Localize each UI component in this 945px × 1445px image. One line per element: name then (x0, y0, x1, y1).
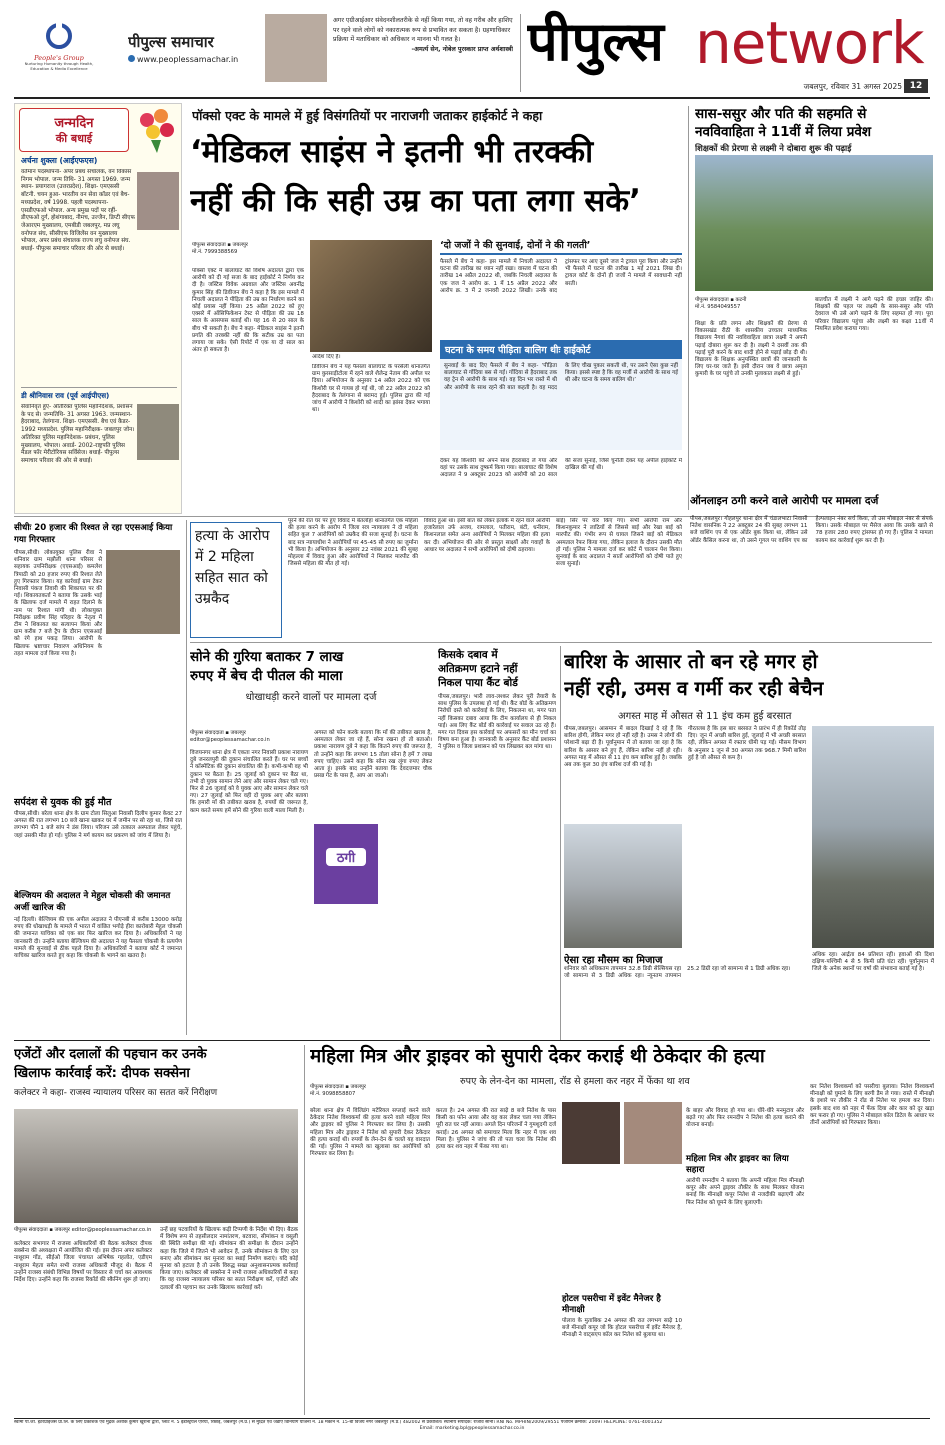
online-fraud-headline: ऑनलाइन ठगी करने वाले आरोपी पर मामला दर्ज (690, 495, 879, 507)
paper-name: पीपुल्स समाचार (128, 33, 214, 51)
victim-box-body: सुनवाई के बाद दिए फैसले में बेंच ने कहा- ‘पीड़िता बालाघाट से गोंदिया बस से गई। गोंदिया से हैदराबाद तक वह ट्रेन से आरोपी के साथ गई। वह दिन भर रास्ते में थी और आरोपी के साथ रहने की बात कहती है। वह मदद के लिए चीख पुकार सकती थी, पर उसने ऐसा कुछ नहीं किया। इससे स्पष्ट है कि वह मर्जी से आरोपी के साथ गई थी और घटना के समय बालिग थी।’ (444, 363, 678, 391)
lead-kicker: पॉक्सो एक्ट के मामले में हुई विसंगतियों पर नाराजगी जताकर हाईकोर्ट ने कहा (192, 108, 543, 123)
gold-byline: पीपुल्स संवाददाता ▪ जबलपुर editor@peoplessamachar.co.in (190, 730, 302, 744)
contractor-byline: पीपुल्स संवाददाता ▪ जबलपुर मो.नं. 9098858807 (310, 1084, 430, 1098)
lokayukta-headline: सीधीः 20 हजार की रिश्वत ले रहा एएसआई किया गया गिरफ्तार (14, 523, 173, 545)
birthday-title-bottom: की बधाई (55, 132, 93, 145)
birthday-banner (19, 108, 129, 152)
contractor-body-2: करता है। 24 अगस्त की रात साढ़े 8 बजे नितेश के पास किसी का फोन आया और वह कार लेकर चला गया लेकिन पूरी रात घर नहीं आया। अगले दिन परिजनों ने गुमशुदगी दर्ज कराई। 26 अगस्त को समाचार मिला कि नहर में एक शव मिला है। पुलिस ने जांच की तो पता चला कि नितेश की हत्या कर शव नहर में फेंका गया था। (436, 1108, 556, 1151)
amartya-sen-portrait (265, 14, 327, 82)
srinivas-rao-photo (137, 404, 179, 460)
cantt-headline-1: किसके दबाव में (438, 649, 498, 661)
contractor-headline: महिला मित्र और ड्राइवर को सुपारी देकर कराई थी ठेकेदार की हत्या (310, 1046, 765, 1067)
deepak-subhead: कलेक्टर ने कहा- राजस्व न्यायालय परिसर का सतत करें निरीक्षण (14, 1088, 218, 1098)
lokayukta-story (14, 522, 182, 792)
choksi-body: नई दिल्ली। बेल्जियम की एक अपील अदालत ने पीएनबी से करीब 13000 करोड़ रुपए की धोखाधड़ी के मामले में भारत में वांछित भगोड़े हीरा कारोबारी मेहुल चोकसी की जमानत याचिका को एक बार फिर खारिज कर दिया है। अधिकारियों ने यह जानकारी दी। उन्होंने बताया बेल्जियम की अदालत ने यह फैसला चोकसी के प्रत्यर्पण मामले की सुनवाई से ठीक पहले दिया है। अधिकारियों ने बताया कोर्ट ने जमानत याचिका खारिज करते हुए कहा कि चोकसी के भागने का खतरा है। (14, 917, 182, 960)
contractor-story (310, 1042, 934, 1416)
byline-city: जबलपुर (350, 1084, 366, 1090)
person1-details: वर्तमान पदस्थापना- अपर प्रबंध संचालक, वन विकास निगम भोपाल. जन्म तिथि- 31 अगस्त 1969. जन्म स्थान- प्रयागराज (उत्तरप्रदेश). शिक्षा- एमएससी बॉटनी. चयन हुआ- भारतीय वन सेवा कॉडर एवं बैच- मध्यप्रदेश, वर्ष 1998. पहली पदस्थापना- एसडीएफओ भोपाल. अन्य प्रमुख पदों पर रहीं- डीएफओ दुर्ग, होशंगाबाद, नीमच, उज्जैन, डिप्टी सीएफ जेआरएम मुख्यालय, एमबीडी जबलपुर, मप्र लघु वनोपज संघ, सीसीएफ विजिलेंस वन मुख्यालय भोपाल, अपर प्रबंध संचालक राज्य लघु वनोपज संघ. बधाई- पीपुल्स समाचार परिवार की ओर से बधाई। (21, 169, 135, 253)
edu-subhead: शिक्षकों की प्रेरणा से लक्ष्मी ने दोबारा शुरू की पढ़ाई (695, 143, 852, 153)
weather-headline-2: नहीं रही, उमस व गर्मी कर रही बेचैन (564, 677, 824, 700)
gold-headline-1: सोने की गुरिया बताकर 7 लाख (190, 649, 344, 665)
weather-subhead: अगस्त माह में औसत से 11 इंच कम हुई बरसात (618, 711, 792, 722)
cantt-headline-3: निकल पाया कैंट बोर्ड (438, 677, 518, 689)
contractor-subhead: रुपए के लेन-देन का मामला, रॉड से हमला कर नहर में फेंका था शव (460, 1076, 690, 1087)
quote-text: अगर एग्रीआईआर संवेदनशीलतरीके से नहीं किया गया, तो वह गरीब और हाशिए पर रहने वाले लोगों को नकारात्मक रूप से प्रभावित कर सकता है। ग्रहणाधिकार प्रक्रिया में मताधिकार को अधिकार न मानना भी गलत है। (333, 17, 513, 44)
quote-author: -अमर्त्य सेन, नोबेल पुरस्कार प्राप्त अर्थशास्त्री (411, 45, 513, 53)
gold-body-3 (382, 824, 432, 904)
gold-fraud-story (190, 648, 432, 1040)
snake-headline: सर्पदंश से युवक की हुई मौत (14, 797, 112, 808)
byline-mobile: मो.नं. 9584049557 (695, 304, 741, 310)
byline-name: पीपुल्स संवाददाता (695, 297, 729, 303)
byline-mobile: मो.नं. 9098858807 (310, 1091, 356, 1097)
collector-meeting-photo (14, 1109, 298, 1223)
lead-headline (190, 128, 685, 236)
lady-justice-photo (310, 240, 432, 352)
gold-body: विजयनगर थाना क्षेत्र में एकता नगर निवासी प्रकाश नारायण दुबे जनरलपुरी की दुकान संचालित करते हैं। घर पर बच्चों ने कॉस्मेटिक की दुकान संचालित की है। कभी-कभी वह भी दुकान पर बैठता है। 25 जुलाई को दुकान पर बैठा था, तभी दो युवक सामान लेने आए और सामान लेकर चले गए। फिर से 26 जुलाई को वे युवक आए और सामान लेकर चले गए। 27 जुलाई को फिर वही दो युवक आए और बताया कि हमारी माँ की तबीयत खराब है, रुपयों की जरूरत है, काम करते समय हमें सोने की गुरिया वाली माला मिली है। (190, 750, 308, 814)
byline-city: जबलपुर (54, 1227, 70, 1233)
flower-bouquet-icon (133, 106, 179, 154)
person2-details: सेवानिवृत हुए- अतिरिक्त पुलिस महानिदेशक, प्रशासन के पद से। जन्मतिथि- 31 अगस्त 1963. जन्मस्थान- हैदराबाद, तेलंगाना. शिक्षा- एमएससी. बैच एवं कैडर- 1992 मध्यप्रदेश. पुलिस महानिरीक्षक- जबलपुर जोन। अतिरिक्त पुलिस महानिदेशक- प्रबंधन, पुलिस मुख्यालय, भोपाल। अवार्ड- 2002-राष्ट्रपति पुलिस मैडल फॉर मेरीटोरियस सर्विसेज। बधाई- पीपुल्स समाचार परिवार की ओर से बधाई। (21, 404, 135, 464)
thagi-label: ठगी (326, 848, 366, 866)
two-judges-body: फैसले में बेंच ने कहा- इस मामले में निचली अदालत ने घटना की तारीख का ध्यान नहीं रखा। वास्तव में घटना की तारीख 14 अप्रैल 2022 थी, जबकि निचली अदालत के एक जज ने आरोप क्र. 1 में 15 अप्रैल 2022 और आरोप क्र. 3 में 2 जनवरी 2022 लिखी। उनके बाद ट्रांसफर पर आए दूसरे जज ने ट्रायल पूरा किया और उन्होंने भी फैसले में घटना की तारीख 1 मई 2021 लिख दी। ट्रायल कोर्ट के दोनों ही जजों ने मामले में सावधानी नहीं बरती। (440, 259, 682, 294)
life-imprisonment-text: हत्या के आरोप में 2 महिला सहित सात को उम्रकैद (195, 528, 270, 607)
byline-mobile: मो.नं. 7999388569 (192, 249, 238, 255)
contractor-subbody-1: आरोपी रमनदीप ने बताया कि अपनी महिला मित्र मीनाक्षी कपूर और अपने ड्राइवर तौकीर के साथ मिलकर योजना बनाई कि मीनाक्षी कपूर नितेश से नजदीकी बढ़ाएगी और फिर नितेश को घूमने के लिए बुलाएगी। (686, 1178, 804, 1206)
deepak-headline-2: खिलाफ कार्रवाई करें: दीपक सक्सेना (14, 1066, 190, 1081)
byline-city: कटनी (735, 297, 747, 303)
birthday-box (14, 103, 182, 514)
choksi-headline: बेल्जियम की अदालत ने मेहुल चोकसी की जमानत अर्जी खारिज की (14, 891, 171, 913)
cantt-body: पीपस,जबलपुर। भारी लाव-लश्कर लेकर पूरी तैयारी के साथ पुलिस के उपलब्ध हो गई थी। कैंट बोर्ड के अतिक्रमण निरोधी दस्ते को कार्रवाई के लिए, निकलना था, मगर पता नहीं किसका दबाव आया कि टीम कार्यालय से ही निकल पाई। अब लिए कैंट बोर्ड की कार्रवाई पर सवाल उठ रहे हैं। मगर गत दिवस हस कार्रवाई पर अफसरों का मौन चर्चा का विषय बना हुआ है। जानकारी के अनुसार कैंट बोर्ड प्रशासन ने पुलिस व जिला प्रशासन को पत्र लिखकर बल मांगा था। (438, 694, 556, 751)
byline-name: पीपुल्स संवाददाता (192, 242, 226, 248)
lead-byline: पीपुल्स संवाददाता ▪ जबलपुर मो.नं. 7999388569 (192, 242, 332, 256)
person1-name: अर्चना शुक्ला (आईएफएस) (21, 156, 98, 165)
contractor-subbody-2: पोलाव के मुताबिक 24 अगस्त की रात लगभग साढ़े 10 बजे मीनाक्षी कपूर जो कि होटल पसरीचा में इवेंट मैनेजर है, मीनाक्षी ने वाट्सएप कॉल कर नितेश को बुलाया था। (562, 1318, 682, 1339)
edu-headline-2: नवविवाहिता ने 11वीं में लिया प्रवेश (695, 124, 872, 140)
gold-body-4 (314, 908, 432, 1038)
weather-headline-1: बारिश के आसार तो बन रहे मगर हो (564, 650, 818, 673)
choksi-story (14, 890, 182, 1035)
lead-continuation: देकर यह किशोरी को अपने साथ हैदराबाद ले गया और वहां पर उसके साथ दुष्कर्म किया गया। बालाघाट की विशेष अदालत ने 9 अक्टूबर 2023 को आरोपी को 20 साल की सजा सुनाई, जिसे चुनौती देकर यह अपील हाईकोर्ट में दाखिल की गई थी। (440, 458, 682, 479)
group-name: People's Group (34, 54, 84, 62)
lead-body-2: डिवीजन बेंच ने यह फैसला बालाघाट के परसेली थानांतर्गत ग्राम कुरसाड़ीटोला में रहने वाले शैलेन्द्र नेताम की अपील पर दिया। अभियोजन के अनुसार 14 अप्रैल 2022 को एक किशोरी घर से गायब हो गई थी, जो 22 अप्रैल 2022 को हैदराबाद के तेलंगाना से बरामद हुई। पुलिस द्वारा की गई जांच में आरोपी ने किशोरी को शादी का झांसा देकर भगाया था। (312, 364, 430, 414)
online-fraud-story (690, 494, 933, 640)
imprint-footer (14, 1420, 930, 1438)
deepak-story (14, 1045, 298, 1415)
asi-photo (106, 550, 180, 634)
edu-byline: पीपुल्स संवाददाता ▪ कटनी मो.नं. 9584049557 (695, 297, 795, 311)
group-logo-icon (44, 22, 74, 50)
masthead (0, 0, 945, 100)
weather-story (564, 648, 934, 1040)
overcast-city-photo (812, 726, 934, 948)
lead-photo-caption: आदेश दिए हैं। (312, 354, 341, 360)
person2-name: डी श्रीनिवास राव (पूर्व आईपीएस) (21, 391, 110, 400)
archana-shukla-photo (137, 172, 179, 230)
life-imprisonment-box (190, 522, 282, 638)
lokayukta-body: पीपस,सीधी। लोकायुक्त पुलिस रीवा ने शनिवार ग्राम मझौली थाना परिसर से सहायक उपनिरीक्षक (एएसआई) कमलेश त्रिपाठी को 20 हजार रुपए की रिश्वत लेते हुए गिरफ्तार किया। यह कार्रवाई ग्राम टेकर निवासी पंकज तिवारी की शिकायत पर की गई। शिकायतकर्ता ने बताया कि उसके भाई के खिलाफ दर्ज मामले में राहत दिलाने के नाम पर रिश्वत मांगी थी। लोकायुक्त निरीक्षक प्रवीण सिंह परिहार के नेतृत्व में टीम ने शिकायत का सत्यापन किया और ग्राम करीब 7 बजे ट्रैप के दौरान एएसआई को रंगे हाथ पकड़ लिया। आरोपी के खिलाफ भ्रष्टाचार निवारण अधिनियम के तहत मामला दर्ज किया गया है। (14, 550, 102, 657)
deepak-body: कलेक्टर सभागार में राजस्व अधिकारियों की बैठक कलेक्टर दीपक सक्सेना की अध्यक्षता में आयोजित की गई। इस दौरान अपर कलेक्टर नाथूराम गोंड, सीईओ जिला पंचायत अभिषेक गहलोत, एडीएम नाथूराम मेहता समेत सभी राजस्व अधिकारी मौजूद थे। बैठक में उन्होंने राजस्व संबंधी विभिन्न विषयों पर विस्तार से चर्चा कर आवश्यक निर्देश दिए। उन्होंने कहा कि राजस्व रिकॉर्ड की स्कैनिंग शुरू हो जाए। (14, 1241, 152, 1284)
gold-subhead: धोखाधड़ी करने वालों पर मामला दर्ज (245, 692, 377, 703)
group-tagline: Nurturing Humanity through Health, Education & Media Excellence (24, 61, 94, 71)
snake-body: पीपस,सीधी। बरेला थाना क्षेत्र के ग्राम टोला सिलुआ निवासी दिलीप कुमार केवट 27 अगस्त की रात लगभग 10 बजे खाना खाकर घर में जमीन पर सो रहा था, जिसे रात लगभग पौने 1 बजे सांप ने डंस लिया। परिजन उसे तत्काल अस्पताल लेकर पहुंचे, जहां उसकी मौत हो गई। पुलिस ने मर्ग कायम कर प्रकरण को जांच में लिया है। (14, 811, 182, 839)
dateline: जबलपुर, रविवार 31 अगस्त 2025 (803, 82, 902, 91)
deepak-body-2: उन्हें छह पटवारियों के खिलाफ कड़ी टिप्पणी के निर्देश भी दिए। बैठक में विशेष रूप से तहसीलदार नामांतरण, बटवारा, सीमांकन व वसूली की स्थिति समीक्षा की गई। सीमांकन की समीक्षा के दौरान उन्होंने कहा कि जिले में जितने भी आवेदन हैं, उनके सीमांकन के लिए दल बनाए और सीमांकन कर मुनारा का स्थाई निर्माण कराएं। यदि कोई मुनारा को हटाता है तो उनके विरुद्ध सख्त अनुशासनात्मक कार्रवाई किया जाए। कलेक्टर श्री सक्सेना ने सभी राजस्व अधिकारियों से कहा कि वह राजस्व न्यायालय परिसर का सतत निरीक्षण करें, एजेंटों और दलालों की पहचान कर उनके खिलाफ कार्रवाई करें। (160, 1227, 298, 1291)
online-fraud-body: पीपस,जबलपुर। गोहलपुर थाना क्षेत्र में चंडालभाटा निवासी नितेश वासनिक ने 22 अक्टूबर 24 की सुबह लगभग 11 बजे वाशिंग एप से एक ऑर्डर बुक किया था, लेकिन उसे ऑर्डर कैंसिल करना था, तो उसने गूगल पर वाशिंग एप का हेल्पलाइन नंबर सर्च किया, तो उस मोबाइल नंबर से संपर्क किया। उसके मोबाइल पर मैसेज आया कि उसके खाते से 78 हजार 280 रुपए ट्रांसफर हो गए हैं। पुलिस ने मामला कायम कर कार्रवाई शुरू कर दी है। (690, 516, 933, 544)
byline-name: पीपुल्स संवाददाता (190, 730, 224, 736)
education-group-photo (695, 155, 933, 291)
accused-man-photo (562, 1102, 620, 1164)
snake-story (14, 795, 182, 887)
deepak-byline: पीपुल्स संवाददाता ▪ जबलपुर editor@peoplessamachar.co.in (14, 1227, 152, 1233)
education-story (695, 105, 933, 510)
contractor-subtitle-1: महिला मित्र और ड्राइवर का लिया सहारा (686, 1154, 789, 1175)
thagi-illustration (314, 824, 378, 904)
weather-body-3: अधिक रहा। आर्द्रता 84 प्रतिशत रही। हवाओं की दिशा दक्षिण-पश्चिमी 4 से 5 किमी प्रति घंटा रही। पूर्वानुमान में जिले के अनेक स्थानों पर वर्षा की संभावना बताई गई है। (812, 952, 934, 973)
gold-body-2: अगस्त को फोन करके बताया कि माँ की तबीयत खराब है, अस्पताल लेकर जा रहे हैं, सोना रखना हो तो बताओ। प्रकाश नारायण दुबे ने कहा कि कितने रुपए की जरूरत है, तो उन्होंने कहा कि लगभग 15 तोला सोना है हमें 7 लाख रुपए चाहिए। उसने कहा कि सोना रख लूंगा रुपए लेकर आता हूं। इसके बाद उन्होंने बताया कि देवदत्तमार चौक प्रसन्न गेट के पास हैं, आप आ जाओ। (314, 730, 432, 780)
lead-body: पॉक्सो एक्ट में बालाघाट की विशेष अदालत द्वारा एक आरोपी को दी गई सजा के बाद हाईकोर्ट ने निर्णय कर दी है। जस्टिस विवेक अग्रवाल और जस्टिस अवनींद्र कुमार सिंह की डिवीजन बेंच ने कहा है कि इस मामले में निचली अदालत ने पीड़िता की उम्र का निर्धारण करने का कोई प्रयास नहीं किया। 25 अप्रैल 2022 को हुए एक्सरे में ऑसिफिकेशन टेस्ट से पीड़िता की उम्र 18 साल के आसपास बताई थी। यह 16 से 20 साल के बीच भी सकती है। बेंच ने कहा- मेडिकल साइंस ने इतनी प्रगति की तरक्की नहीं की कि सटीक उम्र का पता लगाया जा सके। ऐसी रिपोर्ट में एक या दो साल का अंतर हो सकता है। (192, 268, 304, 354)
weather-caption: शनिवार को अधिकतम तापमान 32.8 डिग्री सेल्सियस रहा जो सामान्य से 3 डिग्री अधिक रहा। न्यूनतम तापमान 25.2 डिग्री रहा जो सामान्य से 1 डिग्री अधिक रहा। (564, 966, 791, 980)
byline-email[interactable]: editor@peoplessamachar.co.in (71, 1227, 152, 1233)
imprint-email[interactable]: Email: marketing.bpl@peoplessamachar.co.in (419, 1426, 525, 1431)
page-number: 12 (904, 79, 928, 93)
brand-hindi: पीपुल्स (527, 10, 664, 73)
edu-body-2: बातचीत में लक्ष्मी ने आगे पढ़ने की इच्छा जाहिर की। शिक्षकों की पहल पर लक्ष्मी के सास-ससुर और पति देवराज भी उसे आगे पढ़ाने के लिए सहमत हो गए। पूरा परिवार विद्यालय पहुंचा और लक्ष्मी का कक्षा 11वीं में नियमित प्रवेश कराया गया। (815, 297, 933, 332)
edu-body: शिक्षा के प्रति लगन और शिक्षकों की प्रेरणा से विकासखंड रीठी के शासकीय उच्चतर माध्यमिक विद्यालय नैगवां की नवविवाहिता छात्रा लक्ष्मी ने अपनी पढ़ाई दोबारा शुरू कर दी है। लक्ष्मी ने दसवीं तक की पढ़ाई पूरी करने के बाद शादी होने से पढ़ाई छोड़ दी थी। विद्यालय के शिक्षक अनुपस्थित छात्रों की जानकारी के लिए घर-घर जाते हैं। इसी दौरान जब वे छात्रा अमृता कुमारी के घर पहुंचे तो उनकी मुलाकात लक्ष्मी से हुई। (695, 321, 807, 378)
byline-name: पीपुल्स संवाददाता (310, 1084, 344, 1090)
two-judges-box (440, 238, 682, 334)
weather-body: पीपस,जबलपुर। आसमान में बादल दिखाई दे रहे हैं कि बारिश होगी, लेकिन मगर हो नहीं रही है। उमस ने लोगों की परेशानी बढ़ा दी है। पूर्वानुमान में तो बताया जा रहा है कि बारिश के आसार बने हुए हैं, लेकिन बारिश नहीं हो रही। अगस्त माह में औसत से 11 इंच कम बारिश हुई है। जबकि अब तक कुल 30 इंच बारिश दर्ज की गई है। (564, 726, 682, 769)
weather-body-2: गौरतलब है कि इस बार बरसात ने प्रारंभ में ही रिकॉर्ड तोड़ दिए। जून में अच्छी बारिश हुई, जुलाई में भी अच्छी बरसात रही, लेकिन अगस्त में रफ्तार धीमी पड़ गई। मौसम विभाग के अनुसार 1 जून से 30 अगस्त तक 968.7 मिमी बारिश हुई है जो औसत से कम है। (688, 726, 806, 761)
accused-woman-photo (624, 1102, 682, 1164)
contractor-body: बरेला थाना क्षेत्र में विलिडंग मटेरियल सप्लाई करने वाले ठेकेदार नितेश विश्वकर्मा की हत्या करने वाले महिला मित्र और ड्राइवर को पुलिस ने गिरफ्तार कर लिया है। उसकी महिला मित्र और ड्राइवर ने नितेश को सुपारी देकर ठेकेदार की हत्या कराई थी। रुपयों के लेन-देन के चलते यह वारदात की गई। पुलिस ने मामले का खुलासा कर आरोपियों को गिरफ्तार कर लिया है। (310, 1108, 430, 1158)
contractor-body-3: के बाहर और विवाद हो गया था। धीरे-धीरे मनमुटाव और बढ़ते गए और फिर रमनदीप ने नितेश की हत्या कराने की योजना बनाई। (686, 1108, 804, 1129)
globe-icon (128, 55, 135, 62)
byline-name: पीपुल्स संवाददाता (14, 1227, 48, 1233)
murder-body-2: विवाद हुआ था। इसी बात को लेकर इलाके में रहने वाले आरोपी हजारेलाल उर्फ अजय, रामलाल, पतीराम, बंटी, धनीराम, किशनलाल समेत अन्य आरोपियों ने मिलकर महिला की हत्या कर दी। अभियोजन की ओर से प्रस्तुत साक्ष्यों और गवाहों के आधार पर अदालत ने सभी आरोपियों को दोषी ठहराया। (424, 518, 550, 553)
byline-city: जबलपुर (232, 242, 248, 248)
birthday-title-top: जन्मदिन (54, 116, 94, 131)
deepak-headline-1: एजेंटों और दलालों की पहचान कर उनके (14, 1047, 207, 1062)
two-judges-title: ‘दो जजों ने की सुनवाई, दोनों ने की गलती’ (440, 238, 682, 255)
contractor-mid-text (562, 1168, 682, 1288)
lead-headline-line2: नहीं की कि सही उम्र का पता लगा सके’ (190, 183, 641, 219)
murder-body-3: बाई) सिर पर वार किए गए। सभी आरोपी राम और किशनकुमार ने लाठियों से जिससे बाई और रेखा बाई को मारपीट की। गंभीर रूप से घायल जिसने बाई को मेडिकल अस्पताल रेफर किया गया, लेकिन इलाज के दौरान उसकी मौत हो गई। पुलिस ने मामला दर्ज कर कोर्ट में चालान पेश किया। सुनवाई के बाद अदालत ने सातों आरोपियों को दोषी पाते हुए सजा सुनाई। (556, 518, 682, 568)
masthead-quote (333, 16, 513, 92)
victim-major-box (440, 340, 682, 450)
peoples-group-logo (24, 22, 94, 84)
byline-email[interactable]: editor@peoplessamachar.co.in (190, 737, 270, 743)
contractor-subtitle-2: होटल पसरीचा में इवेंट मैनेजर है मीनाक्षी (562, 1294, 661, 1315)
weather-caption-title: ऐसा रहा मौसम का मिजाज (564, 955, 663, 966)
gold-headline-2: रुपए में बेच दी पीतल की माला (190, 668, 343, 684)
website-text: www.peoplessamachar.in (137, 55, 239, 64)
lead-headline-line1: ‘मेडिकल साइंस ने इतनी भी तरक्की (190, 134, 594, 170)
lokayukta-body-cont (14, 638, 182, 738)
cantt-board-story (438, 648, 556, 1040)
weather-left-photo (564, 824, 682, 948)
website[interactable] (128, 55, 268, 64)
victim-box-title: घटना के समय पीड़िता बालिग थीः हाईकोर्ट (440, 340, 682, 359)
byline-city: जबलपुर (230, 730, 246, 736)
imprint-text: स्वामी पी.जी. इंटरप्राइजेस प्रा.लि. के लिए प्रकाशक एवं मुद्रक अशोक कुमार खुराना द्वारा, प्लॉट नं. 5 इंडस्ट्रियल एरिया, रिछाई, जबलपुर (म.प्र.) से मुद्रित एवं जेडीए विनियोग योजना नं. 18 मकान नं. 15-बी विजय नगर जबलपुर (म.प्र.) 482002 से प्रकाशित। स्थानीय संपादक: राजीव सोनी। RNI No. MPHIN/2009/29551 पंजीयन क्रमांक: 2009। HELPLINE: 0761-4001352 (14, 1420, 663, 1425)
edu-headline-1: सास-ससुर और पति की सहमति से (695, 106, 867, 122)
cantt-headline-2: अतिक्रमण हटाने नहीं (438, 663, 518, 675)
brand-english: network (695, 10, 924, 77)
murder-body: पूरने की रात घर पर हुए विवाद में बेतलोहा थानांतर्गत एक महिला की हत्या करने के आरोप में जिला सत्र न्यायालय ने दो महिला सहित कुल 7 आरोपियों को उम्रकैद की सजा सुनाई है। घटना के बाद सत्र न्यायाधीश ने आरोपियों पर 45-45 सौ रुपए का जुर्माना भी किया है। अभियोजन के अनुसार 22 नवंबर 2021 की सुबह मोहल्ला में विवाद हुआ और आरोपियों ने मिलकर मारपीट की जिससे महिला की मौत हो गई। (288, 518, 418, 568)
contractor-body-4: कर नितेश विश्वकर्मा को पसरीचा बुलाया। नितेश विश्वकर्मा मीनाक्षी को घुमाने के लिए बरगी डैम ले गया। रास्ते में मीनाक्षी के इशारे पर तौकीर ने रॉड से नितेश पर हमला कर दिया। इसके बाद शव को नहर में फेंक दिया और कार को दूर खड़ा कर फरार हो गए। पुलिस ने मोबाइल कॉल डिटेल के आधार पर तीनों आरोपियों को गिरफ्तार किया। (810, 1084, 934, 1127)
